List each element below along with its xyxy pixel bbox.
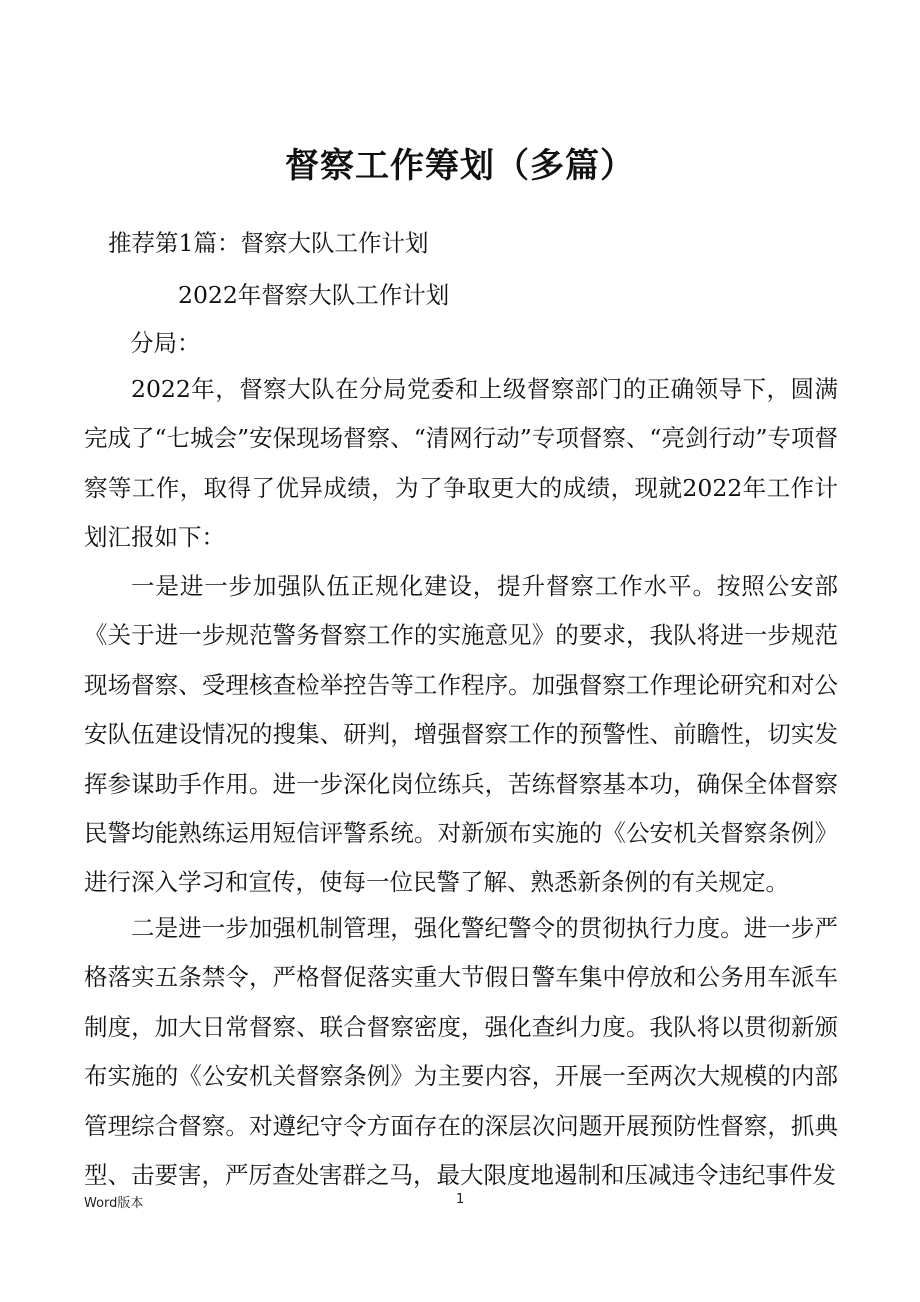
body-paragraph-1: 2022年，督察大队在分局党委和上级督察部门的正确领导下，圆满完成了“七城会”安保现场督察、“清网行动”专项督察、“亮剑行动”专项督察等工作，取得了优异成绩，为了争取更大的成绩，现就2022年工作计划汇报如下：: [84, 375, 838, 552]
footer-page-number: 1: [456, 1192, 465, 1207]
recommend-heading: 推荐第1篇：督察大队工作计划: [108, 229, 429, 257]
document-title: 督察工作筹划（多篇）: [285, 146, 635, 186]
body-paragraph-2: 一是进一步加强队伍正规化建设，提升督察工作水平。按照公安部《关于进一步规范警务督察工作的实施意见》的要求，我队将进一步规范现场督察、受理核查检举控告等工作程序。加强督察工作理论研究和对公安队伍建设情况的搜集、研判，增强督察工作的预警性、前瞻性，切实发挥参谋助手作用。进一步深化岗位练兵，苦练督察基本功，确保全体督察民警均能熟练运用短信评警系统。对新颁布实施的《公安机关督察条例》进行深入学习和宣传，使每一位民警了解、熟悉新条例的有关规定。: [84, 572, 838, 897]
footer-version-label: Word版本: [84, 1196, 144, 1211]
body-paragraph-3: 二是进一步加强机制管理，强化警纪警令的贯彻执行力度。进一步严格落实五条禁令，严格督促落实重大节假日警车集中停放和公务用车派车制度，加大日常督察、联合督察密度，强化查纠力度。我队将以贯彻新颁布实施的《公安机关督察条例》为主要内容，开展一至两次大规模的内部管理综合督察。对遵纪守令方面存在的深层次问题开展预防性督察，抓典型、击要害，严厉查处害群之马，最大限度地遏制和压减违令违纪事件发: [84, 914, 838, 1190]
addressee: 分局：: [130, 329, 201, 357]
sub-heading: 2022年督察大队工作计划: [178, 281, 450, 309]
